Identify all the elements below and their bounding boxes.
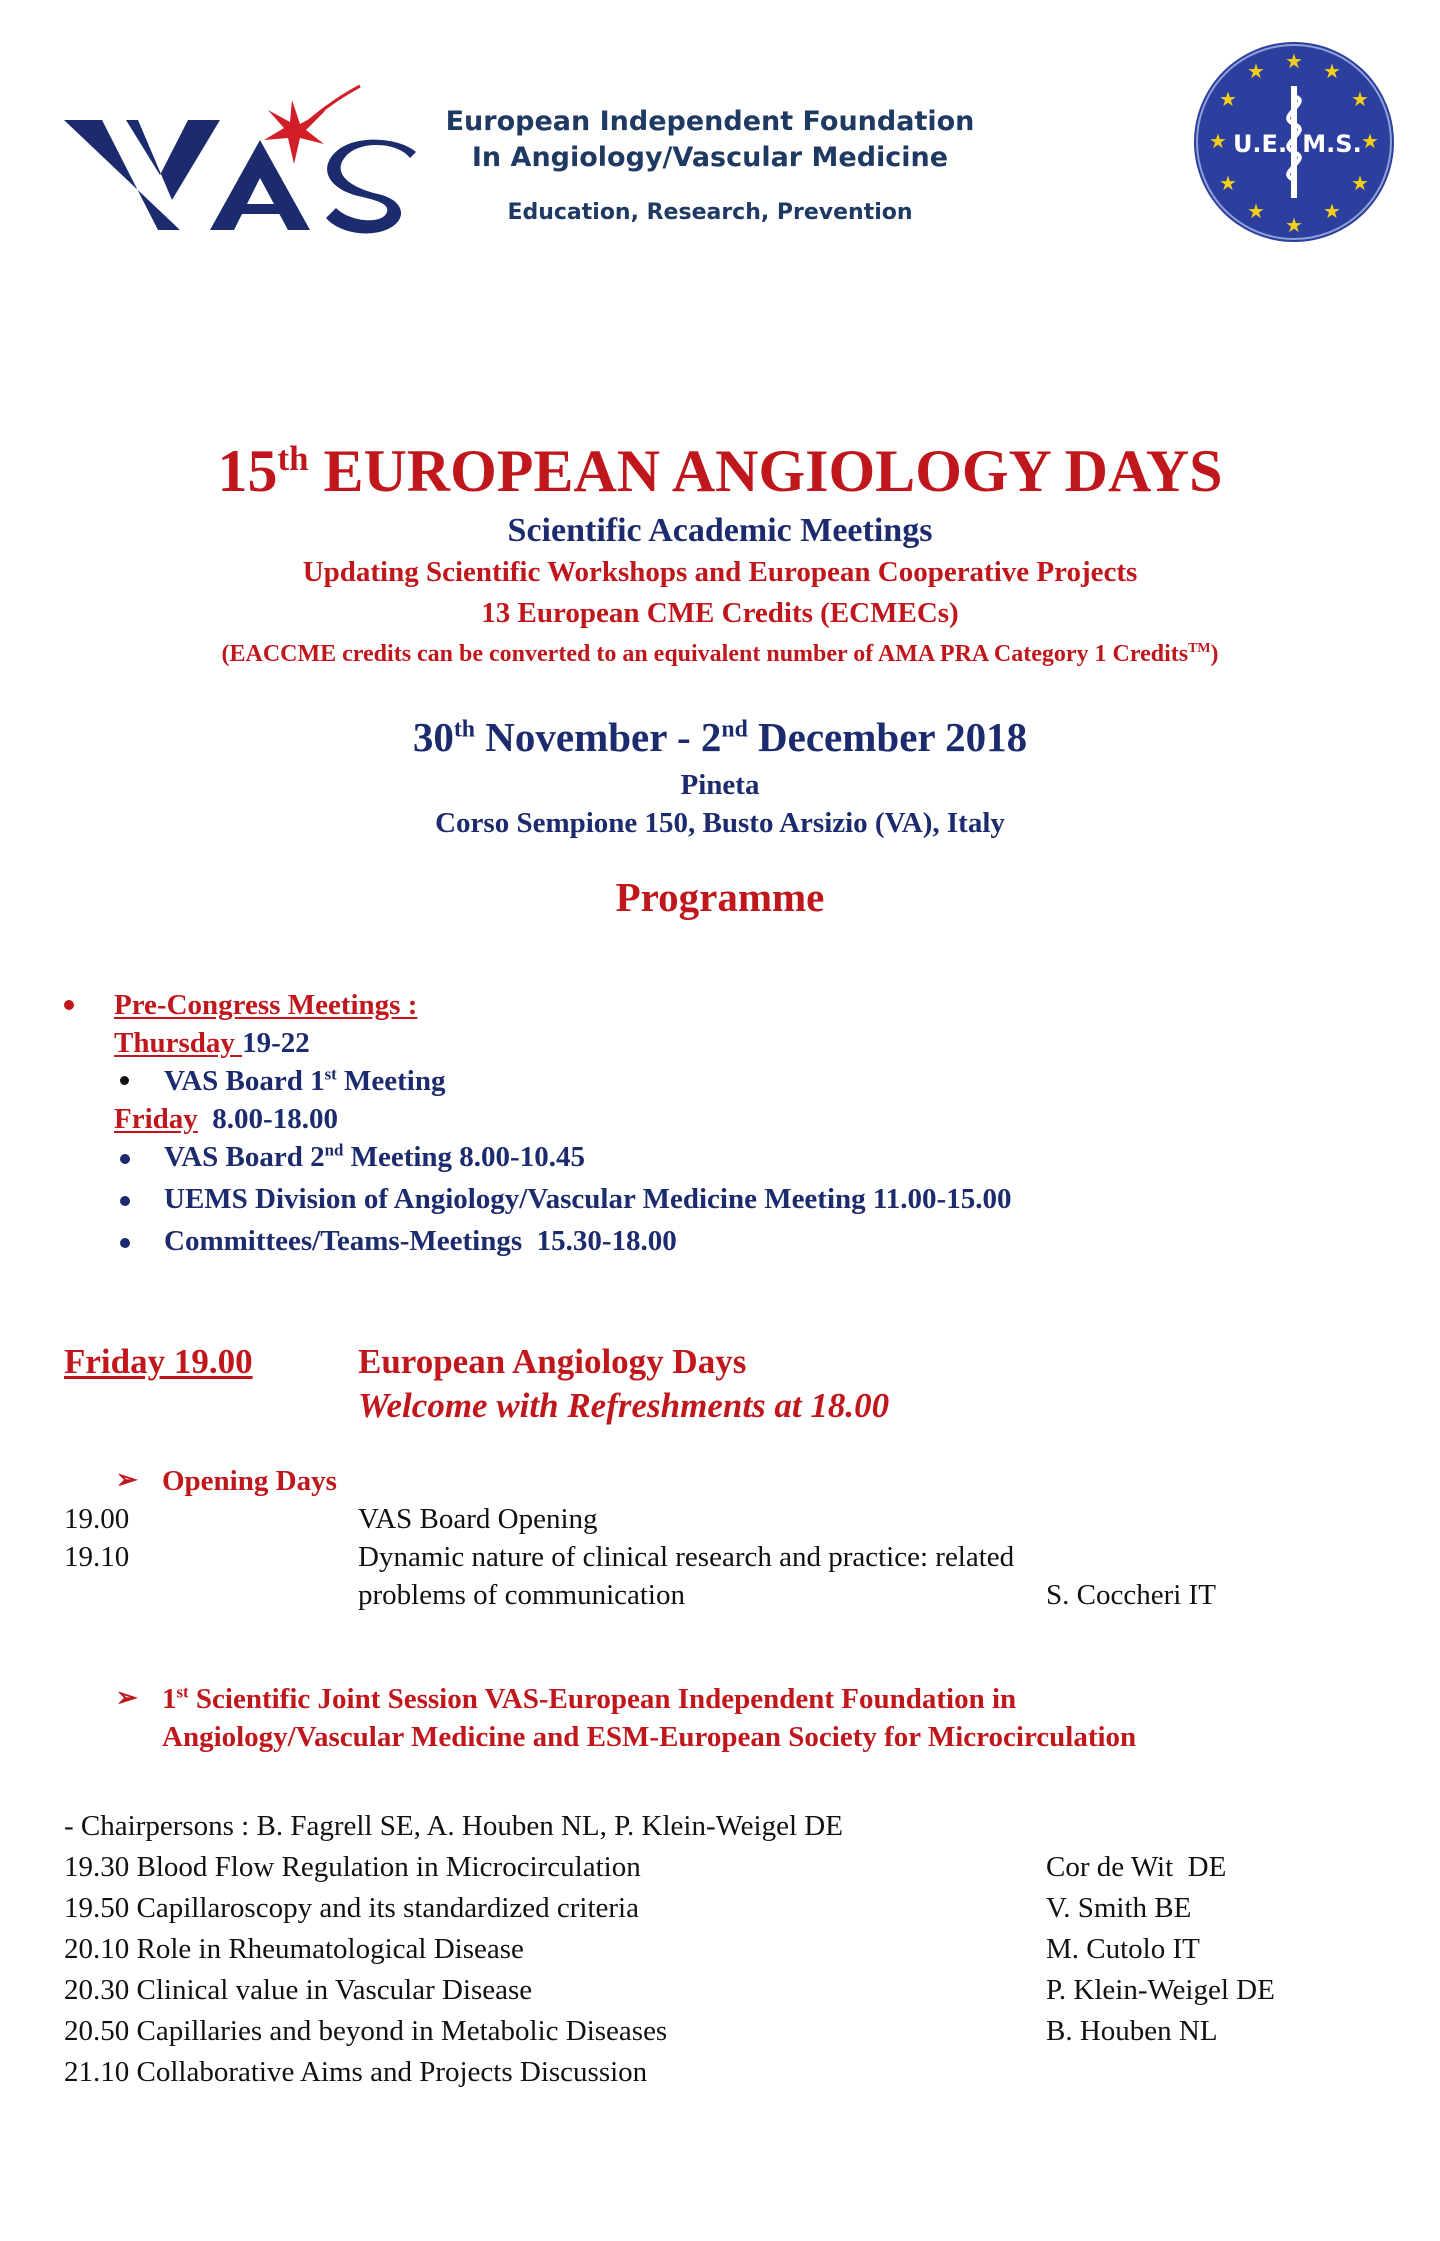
- talk-speaker: M. Cutolo IT: [1046, 1933, 1200, 1965]
- bullet-icon: [120, 1196, 130, 1206]
- svg-text:★: ★: [1247, 59, 1265, 83]
- svg-text:★: ★: [1351, 171, 1369, 195]
- svg-text:★: ★: [1247, 199, 1265, 223]
- schedule-row: [64, 1538, 1364, 1576]
- bullet-icon: [120, 1076, 129, 1085]
- talk-row: [64, 1929, 1364, 1970]
- talk-item: 20.50 Capillaries and beyond in Metabolic Diseases: [64, 2015, 668, 2047]
- friday-label: Friday: [114, 1103, 198, 1135]
- talk-row: [64, 1970, 1364, 2011]
- joint-session-heading: [162, 1680, 1392, 1756]
- schedule-row: [64, 1500, 1364, 1538]
- eaccme-note: (EACCME credits can be converted to an equivalent number of AMA PRA Category 1 Credits™): [221, 641, 1219, 667]
- talk-row: [64, 2011, 1364, 2052]
- programme-heading: Programme: [615, 874, 825, 920]
- schedule-title: problems of communication: [358, 1579, 685, 1611]
- thursday-time: 19-22: [242, 1027, 310, 1059]
- friday-evening-label: Friday 19.00: [64, 1342, 253, 1381]
- bullet-icon: [120, 1154, 130, 1164]
- uems-text-right: M.S.: [1302, 130, 1362, 158]
- talk-speaker: Cor de Wit DE: [1046, 1851, 1227, 1883]
- friday-item-2: UEMS Division of Angiology/Vascular Medicine Meeting 11.00-15.00: [164, 1183, 1012, 1215]
- svg-text:★: ★: [1361, 129, 1379, 153]
- talk-item: 20.10 Role in Rheumatological Disease: [64, 1933, 524, 1965]
- arrow-bullet-icon: ➢: [116, 1465, 138, 1494]
- friday-item-3: Committees/Teams-Meetings 15.30-18.00: [164, 1225, 677, 1257]
- svg-text:★: ★: [1285, 213, 1303, 237]
- workshops-line: Updating Scientific Workshops and European Cooperative Projects: [302, 556, 1138, 588]
- foundation-name-line1: European Independent Foundation: [445, 106, 975, 137]
- friday-item-1: VAS Board 2nd Meeting 8.00-10.45: [164, 1140, 585, 1173]
- thursday-item: VAS Board 1st Meeting: [164, 1064, 446, 1097]
- svg-text:★: ★: [1209, 129, 1227, 153]
- talk-speaker: P. Klein-Weigel DE: [1046, 1974, 1275, 2006]
- talk-speaker: V. Smith BE: [1046, 1892, 1192, 1924]
- talk-row: [64, 1847, 1364, 1888]
- schedule-title: VAS Board Opening: [358, 1503, 598, 1535]
- event-dates: 30th November - 2nd December 2018: [412, 714, 1028, 760]
- schedule-row: [64, 1576, 1364, 1614]
- svg-text:★: ★: [1285, 49, 1303, 73]
- foundation-tagline: Education, Research, Prevention: [507, 200, 913, 225]
- cme-credits: 13 European CME Credits (ECMECs): [481, 597, 959, 629]
- joint-session-line1: 1st Scientific Joint Session VAS-European Independent Foundation in: [162, 1682, 1017, 1715]
- talk-speaker: B. Houben NL: [1046, 2015, 1218, 2047]
- uems-logo-graphic: [1192, 40, 1396, 244]
- schedule-time: 19.10: [64, 1541, 130, 1573]
- svg-text:★: ★: [1351, 87, 1369, 111]
- talk-item: 21.10 Collaborative Aims and Projects Discussion: [64, 2056, 648, 2088]
- uems-text-left: U.E.: [1232, 130, 1288, 158]
- bullet-icon: [64, 1000, 74, 1010]
- svg-text:★: ★: [1323, 59, 1341, 83]
- schedule-title: Dynamic nature of clinical research and practice: related: [358, 1541, 1015, 1573]
- pre-congress-heading: Pre-Congress Meetings :: [114, 989, 418, 1021]
- foundation-name-line2: In Angiology/Vascular Medicine: [471, 142, 949, 173]
- event-title: 15th EUROPEAN ANGIOLOGY DAYS: [217, 438, 1223, 504]
- schedule-time: 19.00: [64, 1503, 130, 1535]
- joint-session-line2: Angiology/Vascular Medicine and ESM-European Society for Microcirculation: [162, 1721, 1137, 1753]
- thursday-line: [114, 1024, 310, 1062]
- friday-line: [114, 1100, 338, 1138]
- joint-session-schedule: [64, 1806, 1364, 2093]
- talk-item: 20.30 Clinical value in Vascular Disease: [64, 1974, 533, 2006]
- arrow-bullet-icon: ➢: [116, 1683, 138, 1712]
- talk-row: [64, 2052, 1364, 2093]
- vas-logo-graphic: [60, 80, 420, 250]
- bullet-icon: [120, 1238, 130, 1248]
- uems-logo: [1192, 40, 1396, 244]
- talk-item: 19.50 Capillaroscopy and its standardized criteria: [64, 1892, 639, 1924]
- thursday-label: Thursday: [114, 1027, 243, 1059]
- venue-name: Pineta: [680, 769, 760, 801]
- opening-schedule: [64, 1500, 1364, 1614]
- friday-evening-title: European Angiology Days: [358, 1342, 747, 1381]
- svg-text:★: ★: [1219, 171, 1237, 195]
- subtitle: Scientific Academic Meetings: [507, 512, 933, 549]
- chairpersons: - Chairpersons : B. Fagrell SE, A. Houben NL, P. Klein-Weigel DE: [64, 1810, 843, 1842]
- talk-row: [64, 1888, 1364, 1929]
- svg-text:★: ★: [1219, 87, 1237, 111]
- schedule-speaker: S. Coccheri IT: [1046, 1579, 1216, 1611]
- welcome-line: Welcome with Refreshments at 18.00: [358, 1386, 890, 1425]
- svg-text:★: ★: [1323, 199, 1341, 223]
- venue-address: Corso Sempione 150, Busto Arsizio (VA), Italy: [435, 807, 1005, 839]
- friday-time: 8.00-18.00: [197, 1103, 338, 1135]
- vas-logo: [60, 80, 420, 250]
- talk-item: 19.30 Blood Flow Regulation in Microcirculation: [64, 1851, 641, 1883]
- opening-heading: Opening Days: [162, 1465, 337, 1497]
